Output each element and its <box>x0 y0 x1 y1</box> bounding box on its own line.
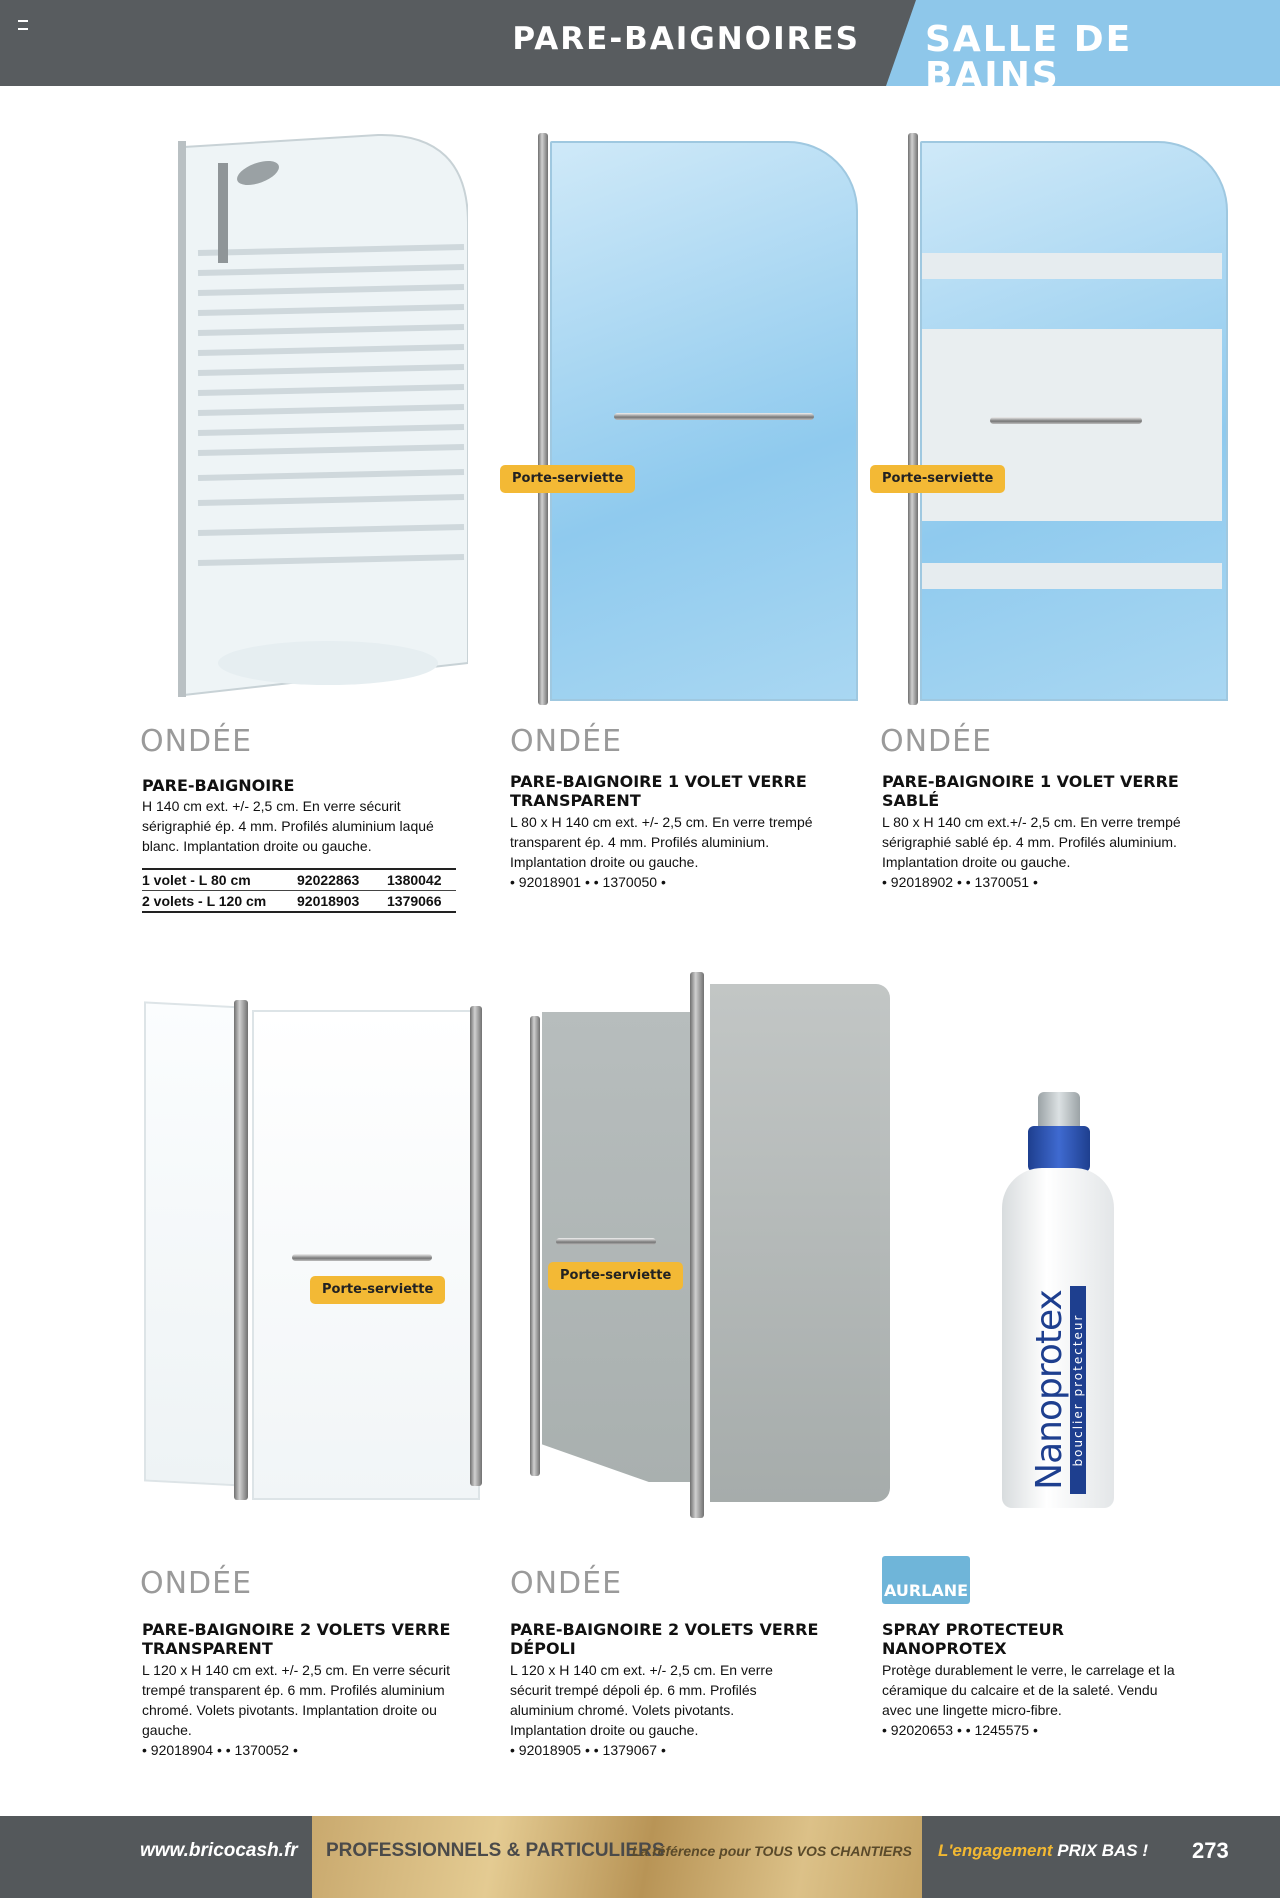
product-refs: • 92020653 • • 1245575 • <box>882 1722 1038 1738</box>
product-image-pare-baignoire <box>178 133 468 705</box>
product-description <box>142 1660 462 1760</box>
page-number: 273 <box>1192 1838 1229 1863</box>
description-text: L 120 x H 140 cm ext. +/- 2,5 cm. En verre sécurit trempé dépoli ép. 6 mm. Profilés aluminium chromé. Volets pivotants. Implantation droite ou gauche. <box>510 1662 773 1738</box>
product-refs: • 92018904 • • 1370052 • <box>142 1742 298 1758</box>
product-title: PARE-BAIGNOIRE 1 VOLET VERRE SABLÉ <box>882 772 1179 810</box>
bottle-brand-text: Nanoprotex <box>1029 1290 1070 1490</box>
hinge-profile <box>234 1000 248 1500</box>
towel-rail-badge: Porte-serviette <box>548 1262 683 1290</box>
description-text: L 80 x H 140 cm ext. +/- 2,5 cm. En verre trempé transparent ép. 4 mm. Profilés aluminium. Implantation droite ou gauche. <box>510 814 813 870</box>
glass-panel-left <box>144 1001 244 1486</box>
variants-table <box>142 868 456 913</box>
hinge-profile <box>690 972 704 1518</box>
footer-slogan: PROFESSIONNELS & PARTICULIERS <box>326 1840 665 1861</box>
table-row <box>142 891 456 913</box>
brand-logo-ondee: ONDÉE <box>140 1566 253 1601</box>
towel-rail <box>292 1254 432 1261</box>
table-row <box>142 869 456 891</box>
footer-engagement <box>938 1841 1148 1861</box>
aurlane-logo-text: AURLANE <box>883 1581 969 1600</box>
product-description <box>510 1660 810 1760</box>
bottle-subtext: bouclier protecteur <box>1070 1286 1086 1494</box>
frosted-band-top <box>922 253 1222 279</box>
brand-logo-ondee: ONDÉE <box>880 724 993 759</box>
description-text: L 120 x H 140 cm ext. +/- 2,5 cm. En verre sécurit trempé transparent ép. 6 mm. Profilés aluminium chromé. Volets pivotants. Implantation droite ou gauche. <box>142 1662 450 1738</box>
product-image-2-volets-transparent <box>142 1000 502 1508</box>
towel-rail <box>614 413 814 420</box>
product-title: SPRAY PROTECTEUR NANOPROTEX <box>882 1620 1064 1658</box>
product-title: PARE-BAIGNOIRE 1 VOLET VERRE TRANSPARENT <box>510 772 807 810</box>
engagement-text: L'engagement <box>938 1841 1053 1860</box>
product-image-2-volets-depoli <box>530 972 894 1518</box>
product-title: PARE-BAIGNOIRE 2 VOLETS VERRE DÉPOLI <box>510 1620 819 1658</box>
variant-label: 2 volets - L 120 cm <box>142 893 267 909</box>
towel-rail-badge: Porte-serviette <box>310 1276 445 1304</box>
product-title: PARE-BAIGNOIRE 2 VOLETS VERRE TRANSPARENT <box>142 1620 451 1658</box>
product-image-1-volet-transparent <box>512 133 858 705</box>
wall-profile <box>538 133 548 705</box>
wall-profile <box>908 133 918 705</box>
towel-rail <box>990 417 1142 424</box>
edge-profile <box>530 1016 540 1476</box>
bottle-label <box>1022 1276 1102 1506</box>
category-title: SALLE DE BAINS <box>925 19 1133 96</box>
towel-rail-badge: Porte-serviette <box>500 465 635 493</box>
product-image-1-volet-sable <box>882 133 1228 705</box>
product-description <box>882 812 1182 892</box>
product-refs: • 92018901 • • 1370050 • <box>510 874 666 890</box>
product-description <box>510 812 840 892</box>
edge-profile <box>470 1006 482 1486</box>
spray-cap <box>1028 1126 1090 1172</box>
engagement-bold-text: PRIX BAS ! <box>1057 1841 1148 1860</box>
glass-panel <box>550 141 858 701</box>
variant-ref2: 1379066 <box>387 893 442 909</box>
product-description <box>142 796 452 856</box>
variant-label: 1 volet - L 80 cm <box>142 869 297 891</box>
description-text: H 140 cm ext. +/- 2,5 cm. En verre sécurit sérigraphié ép. 4 mm. Profilés aluminium laqué blanc. Implantation droite ou gauche. <box>142 798 434 854</box>
variant-ref2: 1380042 <box>387 869 456 891</box>
product-refs: • 92018902 • • 1370051 • <box>882 874 1038 890</box>
footer-slogan-sub: La référence pour TOUS VOS CHANTIERS <box>632 1843 912 1859</box>
variant-ref1: 92018903 <box>297 893 360 909</box>
frosted-panel-right <box>710 984 890 1502</box>
towel-rail-badge: Porte-serviette <box>870 465 1005 493</box>
brand-logo-ondee: ONDÉE <box>510 724 623 759</box>
product-title: PARE-BAIGNOIRE <box>142 776 295 795</box>
website-link[interactable]: www.bricocash.fr <box>140 1840 298 1861</box>
product-refs: • 92018905 • • 1379067 • <box>510 1742 666 1758</box>
variant-ref1: 92022863 <box>297 869 387 891</box>
frosted-panel-left <box>542 1012 702 1482</box>
description-text: L 80 x H 140 cm ext.+/- 2,5 cm. En verre trempé sérigraphié sablé ép. 4 mm. Profilés aluminium. Implantation droite ou gauche. <box>882 814 1181 870</box>
menu-icon <box>18 20 28 30</box>
towel-rail <box>556 1238 656 1245</box>
page-header <box>0 0 1280 96</box>
page-footer <box>0 1816 1280 1898</box>
product-description <box>882 1660 1182 1740</box>
product-image-nanoprotex-spray <box>998 1086 1118 1518</box>
section-title: PARE-BAIGNOIRES <box>512 21 860 57</box>
brand-logo-ondee: ONDÉE <box>140 724 253 759</box>
brand-logo-aurlane <box>882 1556 970 1604</box>
screen-serigraphie-illustration <box>178 133 468 705</box>
frosted-band-bottom <box>922 563 1222 589</box>
description-text: Protège durablement le verre, le carrelage et la céramique du calcaire et de la saleté. Vendu avec une lingette micro-fibre. <box>882 1662 1175 1718</box>
brand-logo-ondee: ONDÉE <box>510 1566 623 1601</box>
